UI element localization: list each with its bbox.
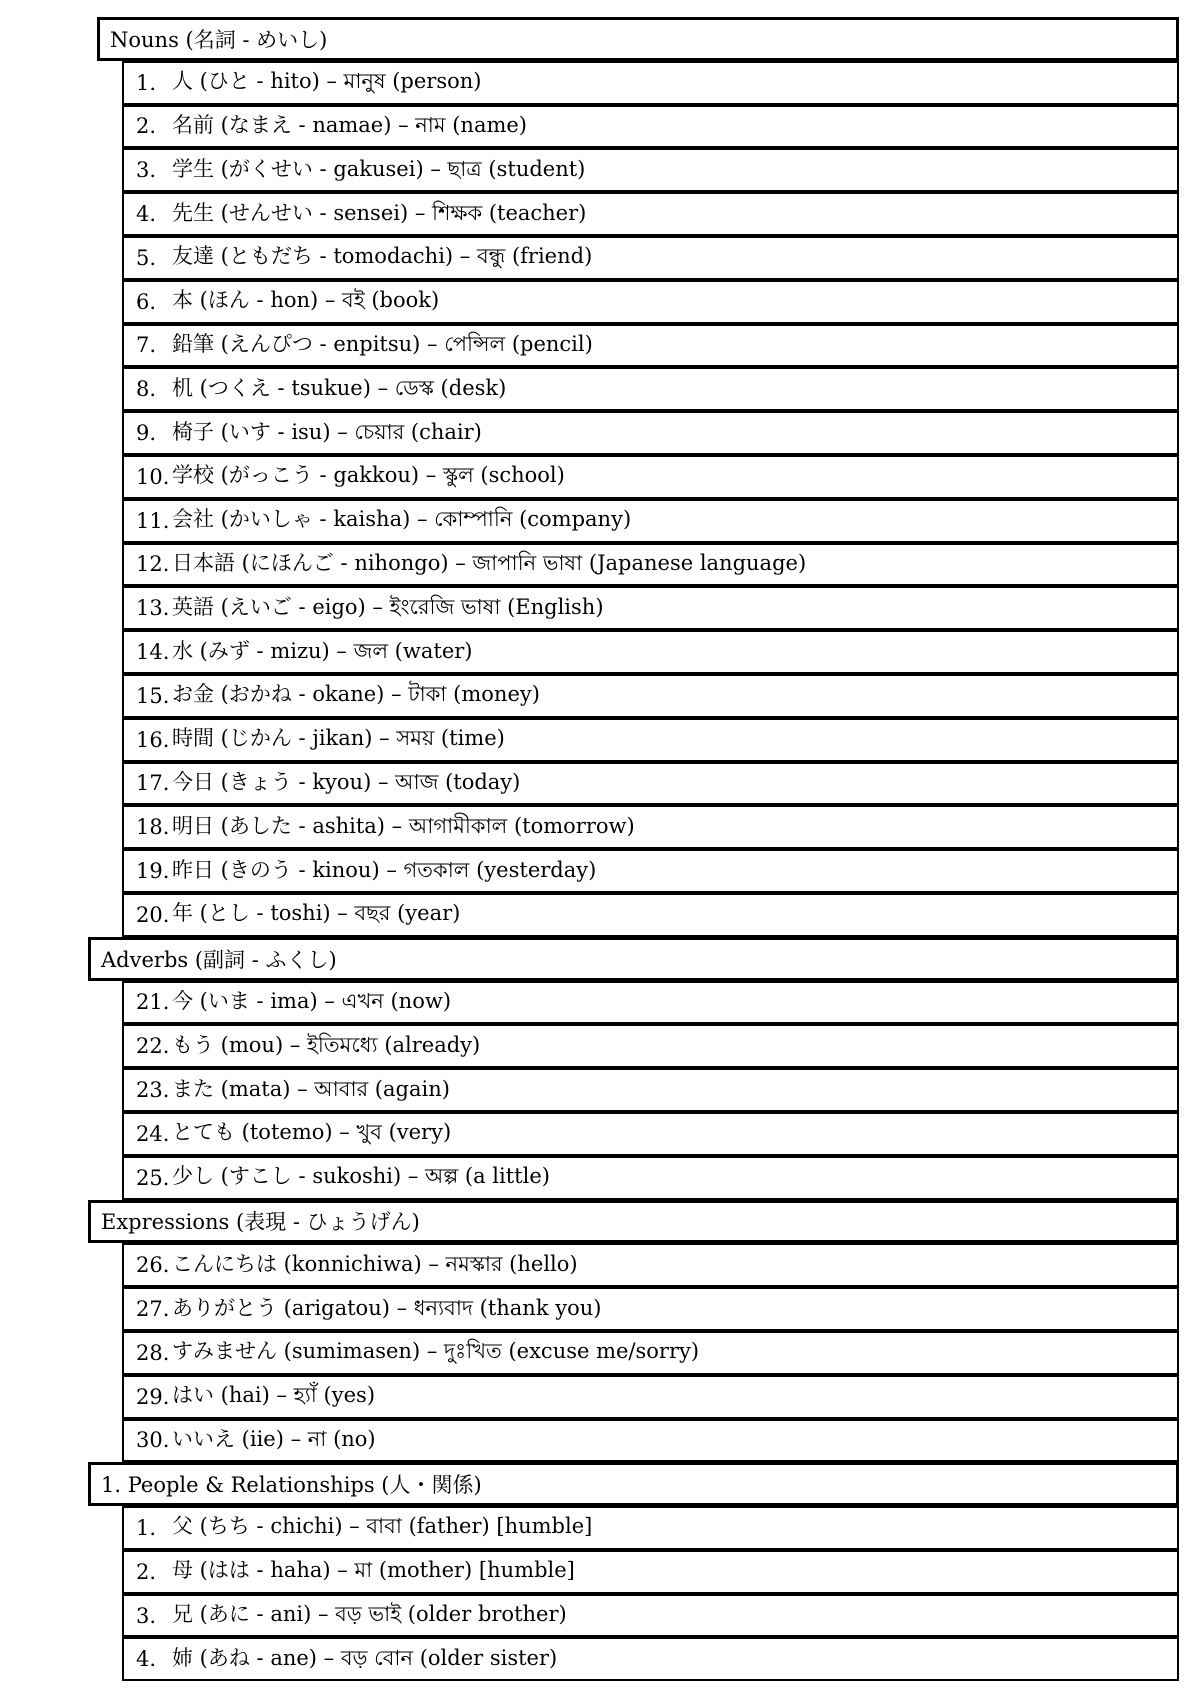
entry-number: 10. xyxy=(136,464,170,489)
entry-number: 17. xyxy=(136,771,170,796)
vocab-row xyxy=(0,105,1200,149)
vocab-entry xyxy=(122,1331,1179,1375)
vocab-row xyxy=(0,1637,1200,1681)
vocab-entry xyxy=(122,543,1179,587)
entry-text: すみません (sumimasen) – দুঃখিত (excuse me/sorry) xyxy=(172,1339,700,1364)
vocabulary-document xyxy=(0,17,1200,1681)
vocab-row xyxy=(0,411,1200,455)
section-header xyxy=(0,1200,1200,1244)
entry-text: 明日 (あした - ashita) – আগামীকাল (tomorrow) xyxy=(172,813,635,838)
entry-number: 27. xyxy=(136,1297,170,1321)
entry-number: 4. xyxy=(136,202,157,227)
vocab-row xyxy=(0,236,1200,280)
entry-text: 机 (つくえ - tsukue) – ডেস্ক (desk) xyxy=(172,375,507,400)
entry-text: 昨日 (きのう - kinou) – গতকাল (yesterday) xyxy=(172,857,597,882)
vocab-row xyxy=(0,1112,1200,1156)
vocab-entry xyxy=(122,1287,1179,1331)
section-heading: 1. People & Relationships (人・関係) xyxy=(101,1473,482,1498)
entry-number: 2. xyxy=(136,1559,157,1584)
entry-text: 英語 (えいご - eigo) – ইংরেজি ভাষা (English) xyxy=(172,594,604,619)
vocab-entry xyxy=(122,630,1179,674)
vocab-entry xyxy=(122,1594,1179,1638)
entry-number: 14. xyxy=(136,640,170,665)
vocab-entry xyxy=(122,367,1179,411)
entry-number: 18. xyxy=(136,815,170,840)
entry-text: 名前 (なまえ - namae) – নাম (name) xyxy=(172,112,527,137)
vocab-entry xyxy=(122,762,1179,806)
entry-number: 5. xyxy=(136,245,157,270)
entry-number: 1. xyxy=(136,1515,157,1540)
entry-text: もう (mou) – ইতিমধ্যে (already) xyxy=(172,1032,481,1057)
vocab-row xyxy=(0,1156,1200,1200)
section-header-box xyxy=(97,17,1179,61)
vocab-row xyxy=(0,455,1200,499)
entry-text: ありがとう (arigatou) – ধন্যবাদ (thank you) xyxy=(172,1295,602,1320)
entry-text: 少し (すこし - sukoshi) – অল্প (a little) xyxy=(172,1164,550,1189)
vocab-entry xyxy=(122,849,1179,893)
vocab-row xyxy=(0,1594,1200,1638)
vocab-entry xyxy=(122,61,1179,105)
entry-text: 今 (いま - ima) – এখন (now) xyxy=(172,988,452,1013)
entry-number: 8. xyxy=(136,377,157,402)
entry-text: 会社 (かいしゃ - kaisha) – কোম্পানি (company) xyxy=(172,507,632,532)
section-heading: Expressions (表現 - ひょうげん) xyxy=(101,1210,420,1235)
vocab-entry xyxy=(122,674,1179,718)
vocab-row xyxy=(0,893,1200,937)
vocab-entry xyxy=(122,805,1179,849)
entry-text: こんにちは (konnichiwa) – নমস্কার (hello) xyxy=(172,1251,578,1276)
vocab-entry xyxy=(122,1024,1179,1068)
entry-text: とても (totemo) – খুব (very) xyxy=(172,1120,452,1145)
entry-number: 7. xyxy=(136,333,157,358)
entry-text: 今日 (きょう - kyou) – আজ (today) xyxy=(172,769,521,794)
vocab-row xyxy=(0,192,1200,236)
vocab-entry xyxy=(122,1419,1179,1463)
entry-number: 11. xyxy=(136,508,170,533)
entry-text: 椅子 (いす - isu) – চেয়ার (chair) xyxy=(172,419,482,444)
vocab-entry xyxy=(122,1112,1179,1156)
vocab-entry xyxy=(122,1506,1179,1550)
vocab-row xyxy=(0,1419,1200,1463)
entry-text: 鉛筆 (えんぴつ - enpitsu) – পেন্সিল (pencil) xyxy=(172,331,593,356)
entry-number: 16. xyxy=(136,727,170,752)
entry-number: 2. xyxy=(136,114,157,139)
entry-number: 15. xyxy=(136,683,170,708)
entry-text: 年 (とし - toshi) – বছর (year) xyxy=(172,901,461,926)
vocab-entry xyxy=(122,1550,1179,1594)
entry-text: 水 (みず - mizu) – জল (water) xyxy=(172,638,473,663)
entry-text: 母 (はは - haha) – মা (mother) [humble] xyxy=(172,1558,575,1583)
section-header-box xyxy=(88,937,1179,981)
vocab-row xyxy=(0,630,1200,674)
section-header xyxy=(0,17,1200,61)
vocab-row xyxy=(0,1375,1200,1419)
vocab-row xyxy=(0,1068,1200,1112)
section-heading: Nouns (名詞 - めいし) xyxy=(110,27,328,52)
vocab-row xyxy=(0,805,1200,849)
vocab-entry xyxy=(122,1243,1179,1287)
vocab-entry xyxy=(122,1156,1179,1200)
vocab-row xyxy=(0,367,1200,411)
vocab-entry xyxy=(122,455,1179,499)
vocab-row xyxy=(0,543,1200,587)
entry-text: 人 (ひと - hito) – মানুষ (person) xyxy=(172,69,482,94)
entry-text: はい (hai) – হ্যাঁ (yes) xyxy=(172,1383,376,1408)
entry-text: 先生 (せんせい - sensei) – শিক্ষক (teacher) xyxy=(172,200,587,225)
entry-number: 6. xyxy=(136,289,157,314)
entry-number: 4. xyxy=(136,1647,157,1672)
vocab-row xyxy=(0,1506,1200,1550)
entry-number: 19. xyxy=(136,859,170,884)
vocab-entry xyxy=(122,236,1179,280)
vocab-row xyxy=(0,148,1200,192)
entry-number: 13. xyxy=(136,596,170,621)
vocab-row xyxy=(0,718,1200,762)
entry-text: 父 (ちち - chichi) – বাবা (father) [humble] xyxy=(172,1514,593,1539)
vocab-row xyxy=(0,499,1200,543)
entry-text: 本 (ほん - hon) – বই (book) xyxy=(172,288,440,313)
entry-text: 時間 (じかん - jikan) – সময় (time) xyxy=(172,726,505,751)
vocab-entry xyxy=(122,718,1179,762)
vocab-entry xyxy=(122,1068,1179,1112)
section-header xyxy=(0,937,1200,981)
vocab-entry xyxy=(122,324,1179,368)
vocab-row xyxy=(0,981,1200,1025)
entry-text: いいえ (iie) – না (no) xyxy=(172,1426,376,1451)
entry-number: 12. xyxy=(136,552,170,577)
vocab-entry xyxy=(122,280,1179,324)
entry-text: 姉 (あね - ane) – বড় বোন (older sister) xyxy=(172,1645,558,1670)
vocab-entry xyxy=(122,105,1179,149)
entry-number: 1. xyxy=(136,70,157,95)
vocab-entry xyxy=(122,981,1179,1025)
vocab-entry xyxy=(122,1637,1179,1681)
vocab-row xyxy=(0,61,1200,105)
vocab-row xyxy=(0,849,1200,893)
vocab-row xyxy=(0,674,1200,718)
entry-number: 21. xyxy=(136,990,170,1015)
vocab-row xyxy=(0,586,1200,630)
vocab-row xyxy=(0,1287,1200,1331)
entry-text: 兄 (あに - ani) – বড় ভাই (older brother) xyxy=(172,1602,567,1627)
entry-number: 3. xyxy=(136,158,157,183)
vocab-row xyxy=(0,1024,1200,1068)
entry-number: 30. xyxy=(136,1428,170,1453)
entry-number: 23. xyxy=(136,1078,170,1103)
entry-number: 26. xyxy=(136,1253,170,1278)
entry-number: 20. xyxy=(136,902,170,927)
entry-text: お金 (おかね - okane) – টাকা (money) xyxy=(172,682,540,707)
entry-number: 25. xyxy=(136,1165,170,1190)
entry-number: 28. xyxy=(136,1340,170,1365)
vocab-entry xyxy=(122,411,1179,455)
entry-number: 3. xyxy=(136,1603,157,1628)
entry-number: 9. xyxy=(136,421,157,446)
vocab-row xyxy=(0,762,1200,806)
entry-number: 24. xyxy=(136,1121,170,1146)
vocab-row xyxy=(0,280,1200,324)
entry-number: 22. xyxy=(136,1034,170,1059)
entry-text: 友達 (ともだち - tomodachi) – বন্ধু (friend) xyxy=(172,244,593,269)
vocab-row xyxy=(0,1331,1200,1375)
section-header-box xyxy=(88,1200,1179,1244)
vocab-entry xyxy=(122,893,1179,937)
vocab-row xyxy=(0,1243,1200,1287)
entry-number: 29. xyxy=(136,1384,170,1409)
entry-text: 学校 (がっこう - gakkou) – স্কুল (school) xyxy=(172,463,565,488)
vocab-entry xyxy=(122,499,1179,543)
vocab-entry xyxy=(122,148,1179,192)
entry-text: 日本語 (にほんご - nihongo) – জাপানি ভাষা (Japanese language) xyxy=(172,550,807,575)
vocab-row xyxy=(0,324,1200,368)
vocab-entry xyxy=(122,192,1179,236)
vocab-entry xyxy=(122,1375,1179,1419)
entry-text: 学生 (がくせい - gakusei) – ছাত্র (student) xyxy=(172,156,586,181)
section-header-box xyxy=(88,1462,1179,1506)
vocab-row xyxy=(0,1550,1200,1594)
entry-text: また (mata) – আবার (again) xyxy=(172,1076,450,1101)
section-header xyxy=(0,1462,1200,1506)
vocab-entry xyxy=(122,586,1179,630)
section-heading: Adverbs (副詞 - ふくし) xyxy=(101,947,337,972)
